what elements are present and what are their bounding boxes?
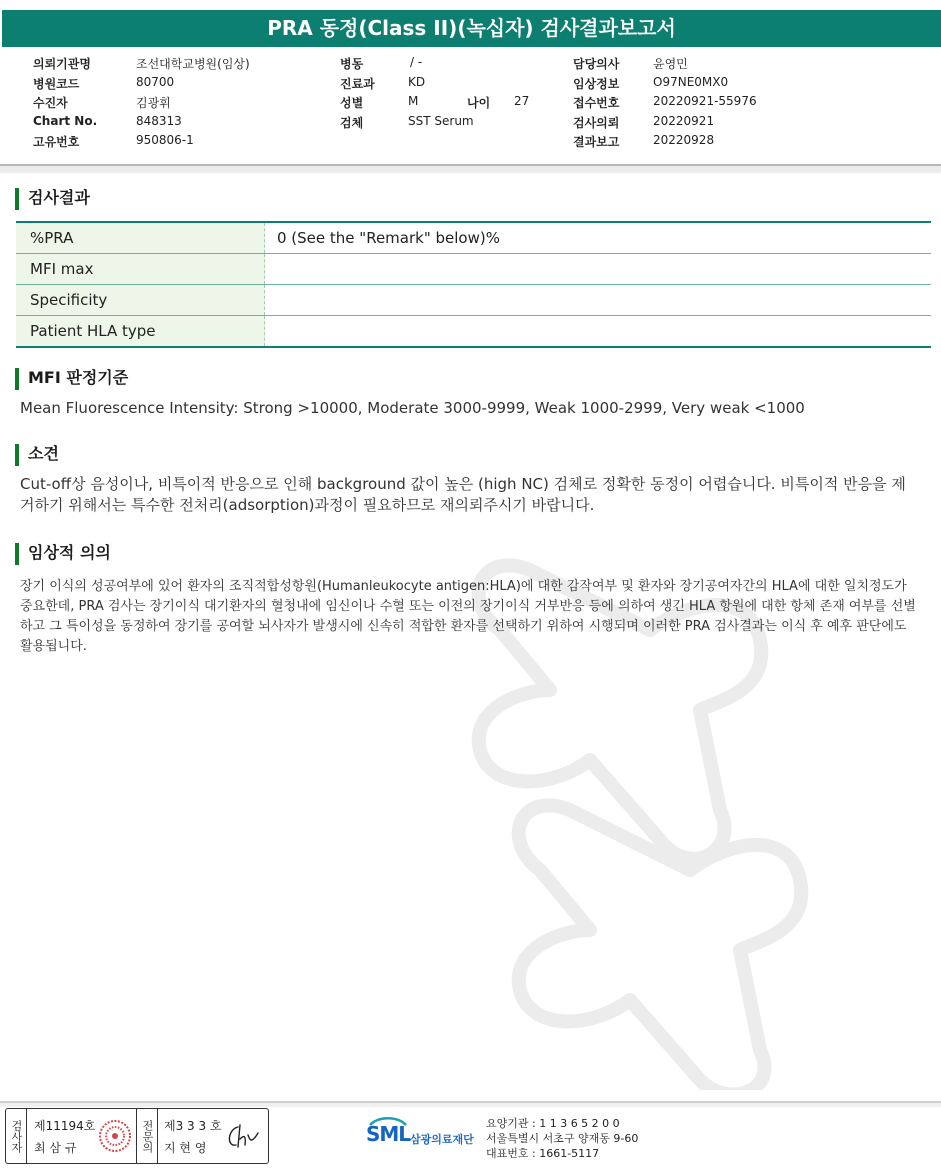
results-table: [16, 221, 931, 348]
result-label: MFI max: [16, 254, 265, 285]
reviewer-name: 지 현 영: [164, 1141, 207, 1155]
info-value: SST Serum: [408, 113, 474, 128]
info-row: [33, 55, 283, 75]
section-clinical-heading: 임상적 의의: [15, 543, 111, 565]
info-value: 20220921: [653, 113, 715, 128]
result-value: 0 (See the "Remark" below)%: [265, 222, 932, 254]
info-value: 848313: [136, 113, 182, 128]
info-label: 진료과: [340, 76, 375, 91]
info-value: 80700: [136, 74, 175, 89]
info-row: [573, 133, 873, 153]
info-label: 의뢰기관명: [33, 57, 91, 71]
info-value: O97NE0MX0: [653, 74, 729, 89]
reviewer-label: 전문의: [136, 1109, 158, 1163]
signature-box: [5, 1108, 269, 1164]
section-opinion-heading: 소견: [15, 444, 59, 466]
info-row: [573, 94, 873, 114]
info-column-3: [573, 55, 873, 153]
info-label: 성별: [340, 96, 364, 110]
result-label: %PRA: [16, 222, 265, 254]
info-label: 임상정보: [573, 76, 620, 91]
divider-band: [0, 166, 941, 173]
info-value: 조선대학교병원(임상): [136, 57, 250, 71]
org-address: 서울특별시 서초구 양재동 9-60: [486, 1132, 639, 1145]
info-row: [33, 114, 283, 134]
table-row: [16, 285, 931, 316]
info-row: [340, 55, 560, 75]
info-row: [573, 75, 873, 95]
info-label: 담당의사: [573, 57, 620, 71]
info-label: 병동: [340, 57, 364, 71]
info-label: 고유번호: [33, 135, 80, 149]
examiner-name: 최 삼 규: [34, 1141, 77, 1155]
clinical-significance-text: 장기 이식의 성공여부에 있어 환자의 조직적합성항원(Humanleukocyte antigen:HLA)에 대한 감작여부 및 환자와 장기공여자간의 HLA에 대한 일치정도가 중요한데, PRA 검사는 장기이식 대기환자의 혈청내에 임신이나 수혈 또는 이전의 장기이식 거부반응 등에 의하여 생긴 HLA 항원에 대한 항체 존재 여부를 선별하고 그 특이성을 동정하여 장기를 공여할 뇌사자가 발생시에 신속히 적합한 환자를 선택하기 위하여 시행되며 이러한 PRA 검사결과는 이식 후 예후 판단에도 활용됩니다.: [20, 579, 916, 654]
seal-stamp-icon: [98, 1119, 132, 1153]
info-row: [33, 133, 283, 153]
info-value: / -: [410, 55, 423, 69]
info-row: [340, 75, 560, 95]
org-phone: 대표번호 : 1661-5117: [486, 1147, 600, 1160]
info-row: [573, 55, 873, 75]
signature-icon: [224, 1121, 262, 1153]
info-value: 950806-1: [136, 133, 194, 147]
examiner-label: 검사자: [6, 1109, 27, 1163]
info-label: 접수번호: [573, 96, 620, 110]
result-value: [265, 254, 932, 285]
logo-text: SML: [366, 1122, 411, 1146]
info-label: 검체: [340, 115, 364, 130]
examiner-license-no: 제11194호: [34, 1119, 96, 1133]
table-row: [16, 316, 931, 348]
info-value: 20220928: [653, 133, 715, 147]
patient-info: [0, 55, 941, 163]
info-label: 결과보고: [573, 135, 620, 149]
age-label: 나이: [467, 96, 491, 110]
org-info: [486, 1116, 638, 1161]
section-mfi-heading: MFI 판정기준: [15, 368, 128, 390]
info-value: 김광휘: [136, 96, 171, 110]
info-column-1: [33, 55, 283, 153]
section-results-heading: 검사결과: [15, 188, 90, 210]
info-value: KD: [408, 74, 426, 89]
info-label: 검사의뢰: [573, 115, 620, 130]
info-value: M: [408, 94, 419, 108]
footer-band: [0, 1103, 941, 1107]
info-column-2: [340, 55, 560, 133]
age-value: 27: [514, 94, 530, 108]
info-row: [573, 114, 873, 134]
org-code: 요양기관 : 1 1 3 6 5 2 0 0: [486, 1117, 620, 1130]
info-row: [340, 94, 560, 114]
result-value: [265, 316, 932, 348]
opinion-text: Cut-off상 음성이나, 비특이적 반응으로 인해 background 값이 높은 (high NC) 검체로 정확한 동정이 어렵습니다. 비특이적 반응을 제거하기 위해서는 특수한 전처리(adsorption)과정이 필요하므로 재의뢰주시기 바랍니다.: [20, 475, 906, 514]
info-row: [33, 94, 283, 114]
table-row: [16, 222, 931, 254]
info-row: [340, 114, 560, 134]
info-label: 수진자: [33, 96, 68, 110]
sml-logo: [366, 1116, 486, 1156]
mfi-criteria-text: Mean Fluorescence Intensity: Strong >10000, Moderate 3000-9999, Weak 1000-2999, Very weak <1000: [20, 399, 805, 417]
table-row: [16, 254, 931, 285]
result-label: Specificity: [16, 285, 265, 316]
result-label: Patient HLA type: [16, 316, 265, 348]
info-label: 병원코드: [33, 76, 80, 91]
reviewer-license-no: 제3 3 3 호: [164, 1119, 222, 1133]
result-value: [265, 285, 932, 316]
report-title: PRA 동정(Class II)(녹십자) 검사결과보고서: [2, 10, 941, 47]
info-label: Chart No.: [33, 113, 98, 128]
info-row: [33, 75, 283, 95]
info-value: 20220921-55976: [653, 94, 757, 108]
info-value: 윤영민: [653, 57, 688, 71]
org-name: 삼광의료재단: [410, 1133, 474, 1146]
